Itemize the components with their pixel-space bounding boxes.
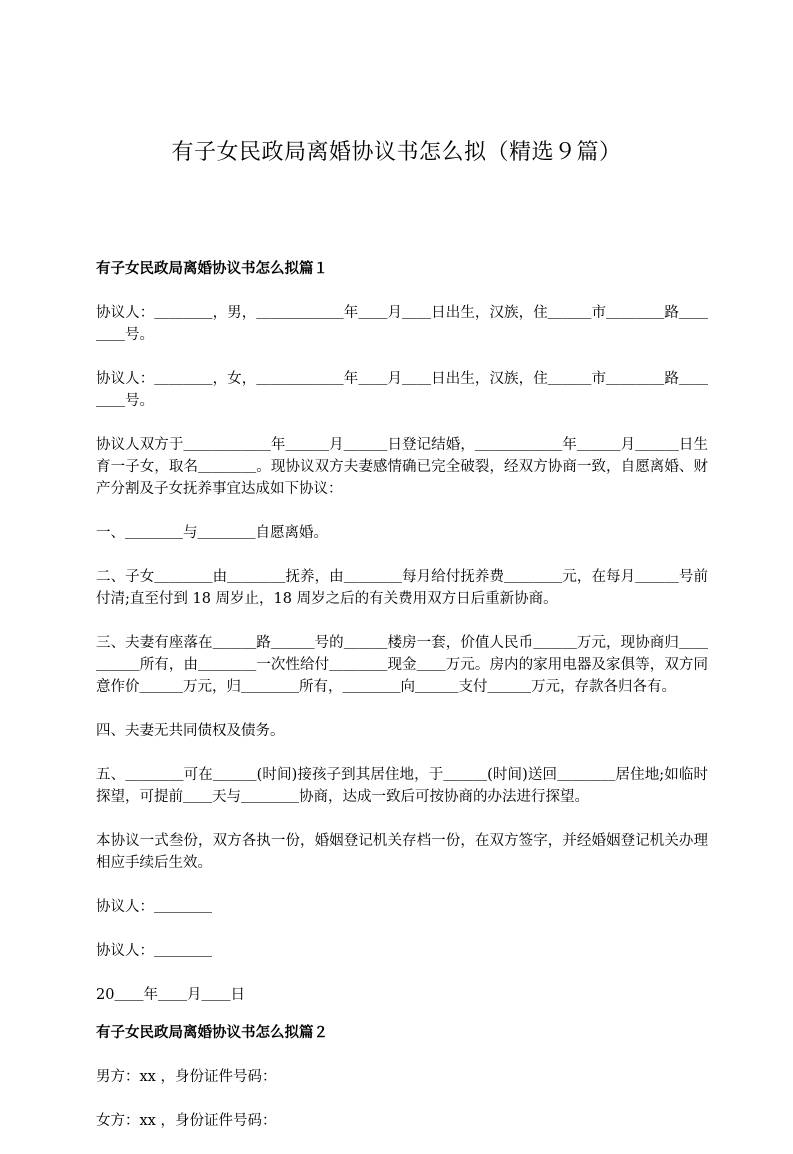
clause-4-paragraph: 四、夫妻无共同债权及债务。	[96, 723, 285, 739]
clause-5-paragraph: 五、＿＿＿＿可在＿＿＿(时间)接孩子到其居住地，于＿＿＿(时间)送回＿＿＿＿居住地;如临时探望，可提前＿＿天与＿＿＿＿协商，达成一致后可按协商的办法进行探望。	[96, 767, 708, 805]
effectiveness-paragraph: 本协议一式叁份，双方各执一份，婚姻登记机关存档一份，在双方签字，并经婚姻登记机关办理相应手续后生效。	[96, 833, 708, 871]
document-title: 有子女民政局离婚协议书怎么拟（精选９篇）	[171, 140, 622, 165]
date-line: 20＿＿年＿＿月＿＿日	[96, 987, 245, 1003]
signer-1-line: 协议人：＿＿＿＿	[96, 899, 212, 915]
clause-1-paragraph: 一、＿＿＿＿与＿＿＿＿自愿离婚。	[96, 525, 328, 541]
male-party-line: 男方：xx ，身份证件号码：	[96, 1069, 277, 1085]
party-2-paragraph: 协议人：＿＿＿＿，女，＿＿＿＿＿＿年＿＿月＿＿日出生，汉族，住＿＿＿市＿＿＿＿路＿＿＿＿号。	[96, 371, 708, 409]
document-body	[96, 258, 708, 1154]
clause-3-paragraph: 三、夫妻有座落在＿＿＿路＿＿＿号的＿＿＿楼房一套，价值人民币＿＿＿万元，现协商归＿＿＿＿＿所有，由＿＿＿＿一次性给付＿＿＿＿现金＿＿万元。房内的家用电器及家俱等，双方同意作价＿＿＿万元，归＿＿＿＿所有，＿＿＿＿向＿＿＿支付＿＿＿万元，存款各归各有。	[96, 635, 708, 695]
party-1-paragraph: 协议人：＿＿＿＿，男，＿＿＿＿＿＿年＿＿月＿＿日出生，汉族，住＿＿＿市＿＿＿＿路＿＿＿＿号。	[96, 305, 708, 343]
female-party-line: 女方：xx ，身份证件号码：	[96, 1113, 277, 1129]
section-1-heading: 有子女民政局离婚协议书怎么拟篇１	[96, 260, 328, 277]
clause-2-paragraph: 二、子女＿＿＿＿由＿＿＿＿抚养，由＿＿＿＿每月给付抚养费＿＿＿＿元，在每月＿＿＿号前付清;直至付到 18 周岁止，18 周岁之后的有关费用双方日后重新协商。	[96, 569, 708, 607]
signer-2-line: 协议人：＿＿＿＿	[96, 943, 212, 959]
section-2-heading: 有子女民政局离婚协议书怎么拟篇２	[96, 1024, 328, 1041]
marriage-info-paragraph: 协议人双方于＿＿＿＿＿＿年＿＿＿月＿＿＿日登记结婚，＿＿＿＿＿＿年＿＿＿月＿＿＿日生育一子女，取名＿＿＿＿。现协议双方夫妻感情确已完全破裂，经双方协商一致，自愿离婚、财产分割及子女抚养事宜达成如下协议：	[96, 437, 708, 497]
